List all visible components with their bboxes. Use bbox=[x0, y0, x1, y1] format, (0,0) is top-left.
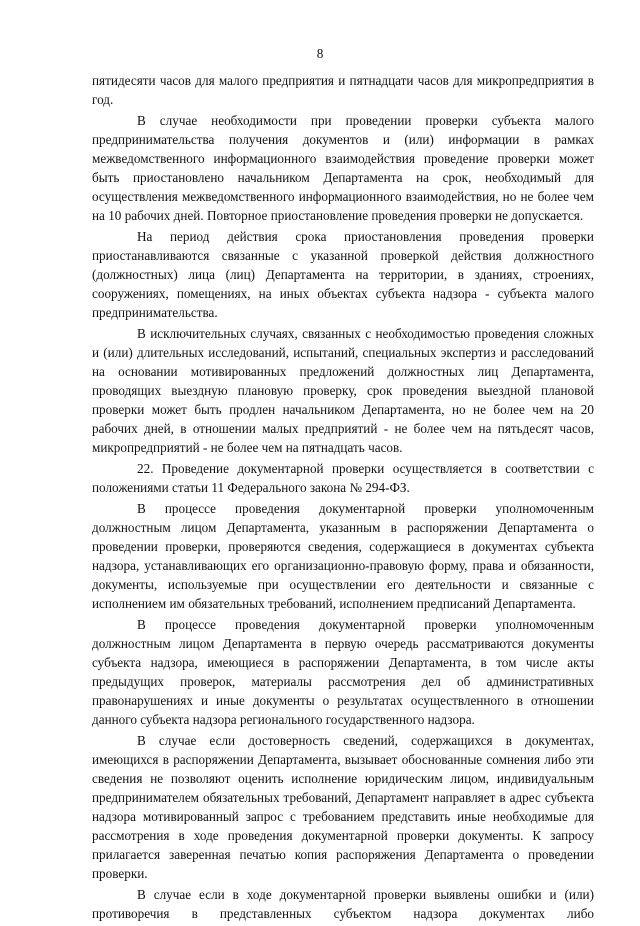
paragraph-suspension-small-business: В случае необходимости при проведении проверки субъекта малого предпринимательства получения документов и (или) информации в рамках межведомственного информационного взаимодействия проведение проверки может быть приостановлено начальником Департамента на срок, необходимый для осуществления межведомственного информационного взаимодействия, но не более чем на 10 рабочих дней. Повторное приостановление проведения проверки не допускается. bbox=[92, 113, 594, 223]
paragraph-item-22: 22. Проведение документарной проверки осуществляется в соответствии с положениями статьи 11 Федерального закона № 294-ФЗ. bbox=[92, 461, 594, 496]
paragraph-suspension-period: На период действия срока приостановления проведения проверки приостанавливаются связанные с указанной проверкой действия должностного (должностных) лица (лиц) Департамента на территории, в зданиях, строениях, сооружениях, помещениях, на иных объектах субъекта надзора - субъекта малого предпринимательства. bbox=[92, 229, 594, 320]
paragraph-exceptional-cases: В исключительных случаях, связанных с необходимостью проведения сложных и (или) длительных исследований, испытаний, специальных экспертиз и расследований на основании мотивированных предложений должностных лиц Департамента, проводящих выездную плановую проверку, срок проведения выездной плановой проверки может быть продлен начальником Департамента, но не более чем на 20 рабочих дней, в отношении малых предприятий - не более чем на пятьдесят часов, микропредприятий - не более чем на пятнадцать часов. bbox=[92, 326, 594, 455]
paragraph-documentary-check-process: В процессе проведения документарной проверки уполномоченным должностным лицом Департамента, указанным в распоряжении Департамента о проведении проверки, проверяются сведения, содержащиеся в документах субъекта надзора, устанавливающих его организационно-правовую форму, права и обязанности, документы, используемые при осуществлении его деятельности и связанные с исполнением им обязательных требований, исполнением предписаний Департамента. bbox=[92, 501, 594, 611]
paragraph-errors-contradictions: В случае если в ходе документарной проверки выявлены ошибки и (или) противоречия в представленных субъектом надзора документах либо bbox=[92, 887, 594, 921]
paragraph-reliability-doubts: В случае если достоверность сведений, содержащихся в документах, имеющихся в распоряжении Департамента, вызывает обоснованные сомнения либо эти сведения не позволяют оценить исполнение юридическим лицом, индивидуальным предпринимателем обязательных требований, Департамент направляет в адрес субъекта надзора мотивированный запрос с требованием представить иные необходимые для рассмотрения в ходе проведения документарной проверки документы. К запросу прилагается заверенная печатью копия распоряжения Департамента о проведении проверки. bbox=[92, 733, 594, 881]
paragraph-documents-first: В процессе проведения документарной проверки уполномоченным должностным лицом Департамента в первую очередь рассматриваются документы субъекта надзора, имеющиеся в распоряжении Департамента, в том числе акты предыдущих проверок, материалы рассмотрения дел об административных правонарушениях и иные документы о результатах осуществленного в отношении данного субъекта надзора регионального государственного надзора. bbox=[92, 617, 594, 727]
document-body bbox=[92, 72, 594, 926]
paragraph-continuation: пятидесяти часов для малого предприятия и пятнадцати часов для микропредприятия в год. bbox=[92, 73, 594, 107]
page-number: 8 bbox=[316, 46, 324, 61]
